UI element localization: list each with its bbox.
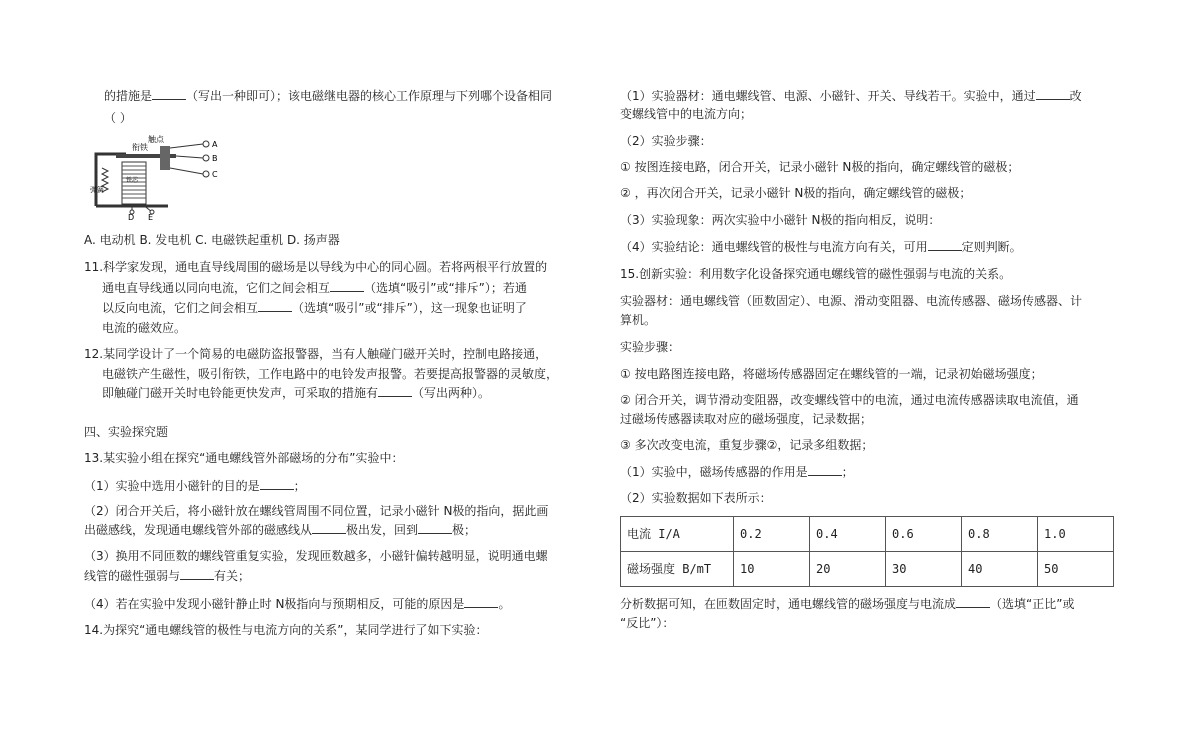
q14-4: （4）实验结论：通电螺线管的极性与电流方向有关，可用 定则判断。 [620,240,1022,254]
answer-blank[interactable] [312,522,346,534]
q15-2: （2）实验数据如下表所示： [620,491,772,505]
q13-3-line1: （3）换用不同匝数的螺线管重复实验，发现匝数越多，小磁针偏转越明显，说明通电螺 [84,549,548,563]
q11-line2: 通电直导线通以同向电流，它们之间会相互 （选填“吸引”或“排斥”）；若通 [102,281,527,295]
table-cell: 磁场强度 B/mT [621,552,734,587]
step2-line1: ② 闭合开关，调节滑动变阻器，改变螺线管中的电流，通过电流传感器读取电流值，通 [620,393,1079,407]
q14-line: 14.为探究“通电螺线管的极性与电流方向的关系”，某同学进行了如下实验： [84,623,488,637]
q11-line1: 11.科学家发现，通电直导线周围的磁场是以导线为中心的同心圆。若将两根平行放置的 [84,260,548,274]
answer-blank[interactable] [258,300,292,312]
step3: ③ 多次改变电流，重复步骤②，记录多组数据； [620,438,874,452]
q10-line1: 的措施是 （写出一种即可）；该电磁继电器的核心工作原理与下列哪个设备相同 [104,89,553,103]
label-d: D [128,213,135,220]
label-spring: 弹簧 [90,186,104,194]
section-heading: 四、实验探究题 [84,425,169,439]
analysis-line1: 分析数据可知，在匝数固定时，通电螺线管的磁场强度与电流成 （选填“正比”或 [620,597,1075,611]
answer-blank[interactable] [180,568,214,580]
q15-1: （1）实验中，磁场传感器的作用是 ； [620,465,854,479]
table-row [621,552,1114,587]
table-cell: 30 [886,552,962,587]
label-core: 铁芯 [126,177,139,184]
q14-step2: ② ，再次闭合开关，记录小磁针 N极的指向，确定螺线管的磁极； [620,186,972,200]
q13-line: 13.某实验小组在探究“通电螺线管外部磁场的分布”实验中： [84,451,404,465]
table-cell: 0.8 [962,517,1038,552]
answer-blank[interactable] [808,464,842,476]
relay-diagram [88,134,228,220]
q14-2: （2）实验步骤： [620,134,712,148]
q10-options: A. 电动机 B. 发电机 C. 电磁铁起重机 D. 扬声器 [84,233,340,247]
answer-blank[interactable] [378,385,412,397]
steps-label: 实验步骤： [620,340,681,354]
table-cell: 50 [1038,552,1114,587]
label-e: E [148,213,154,220]
equipment-line1: 实验器材：通电螺线管（匝数固定）、电源、滑动变阻器、电流传感器、磁场传感器、计 [620,294,1083,308]
q14-1-line2: 变螺线管中的电流方向； [620,107,753,121]
answer-blank[interactable] [928,239,962,251]
q14-1-line1: （1）实验器材：通电螺线管、电源、小磁针、开关、导线若干。实验中，通过 改 [620,89,1082,103]
step1: ① 按电路图连接电路，将磁场传感器固定在螺线管的一端，记录初始磁场强度； [620,367,1043,381]
answer-blank[interactable] [956,596,990,608]
table-cell: 1.0 [1038,517,1114,552]
table-cell: 电流 I/A [621,517,734,552]
q12-line3: 即触碰门磁开关时电铃能更快发声，可采取的措施有 （写出两种）。 [102,386,491,400]
q13-3-line2: 线管的磁性强弱与 有关； [84,569,251,583]
data-table [620,516,1114,587]
answer-blank[interactable] [418,522,452,534]
q14-3: （3）实验现象：两次实验中小磁针 N极的指向相反，说明： [620,213,941,227]
q15-line: 15.创新实验：利用数字化设备探究通电螺线管的磁性强弱与电流的关系。 [620,267,1012,281]
table-cell: 10 [734,552,810,587]
q11-line4: 电流的磁效应。 [102,321,187,335]
label-c: C [212,170,218,179]
answer-blank[interactable] [1036,88,1070,100]
table-cell: 0.4 [810,517,886,552]
q13-2-line1: （2）闭合开关后，将小磁针放在螺线管周围不同位置，记录小磁针 N极的指向，据此画 [84,504,549,518]
q14-step1: ① 按图连接电路，闭合开关，记录小磁针 N极的指向，确定螺线管的磁极； [620,160,1020,174]
q13-4: （4）若在实验中发现小磁针静止时 N极指向与预期相反，可能的原因是 。 [84,597,511,611]
table-cell: 0.6 [886,517,962,552]
label-b: B [212,154,218,163]
q12-line2: 电磁铁产生磁性，吸引衔铁，工作电路中的电铃发声报警。若要提高报警器的灵敏度， [102,367,559,381]
answer-choice-bracket: （ ） [104,111,132,125]
q11-line3: 以反向电流，它们之间会相互 （选填“吸引”或“排斥”），这一现象也证明了 [102,301,527,315]
analysis-line2: “反比”）： [620,616,675,630]
table-cell: 20 [810,552,886,587]
label-a: A [212,140,218,149]
label-armature: 衔铁 [132,143,148,152]
equipment-line2: 算机。 [620,313,657,327]
answer-blank[interactable] [330,280,364,292]
q13-2-line2: 出磁感线，发现通电螺线管外部的磁感线从 极出发，回到 极； [84,523,477,537]
table-cell: 0.2 [734,517,810,552]
q13-1: （1）实验中选用小磁针的目的是 ； [84,479,306,493]
answer-blank[interactable] [260,478,294,490]
answer-blank[interactable] [152,88,186,100]
step2-line2: 过磁场传感器读取对应的磁场强度，记录数据； [620,412,873,426]
table-row [621,517,1114,552]
table-cell: 40 [962,552,1038,587]
q12-line1: 12.某同学设计了一个简易的电磁防盗报警器，当有人触碰门磁开关时，控制电路接通， [84,347,548,361]
label-contact: 触点 [148,135,164,144]
answer-blank[interactable] [464,596,498,608]
